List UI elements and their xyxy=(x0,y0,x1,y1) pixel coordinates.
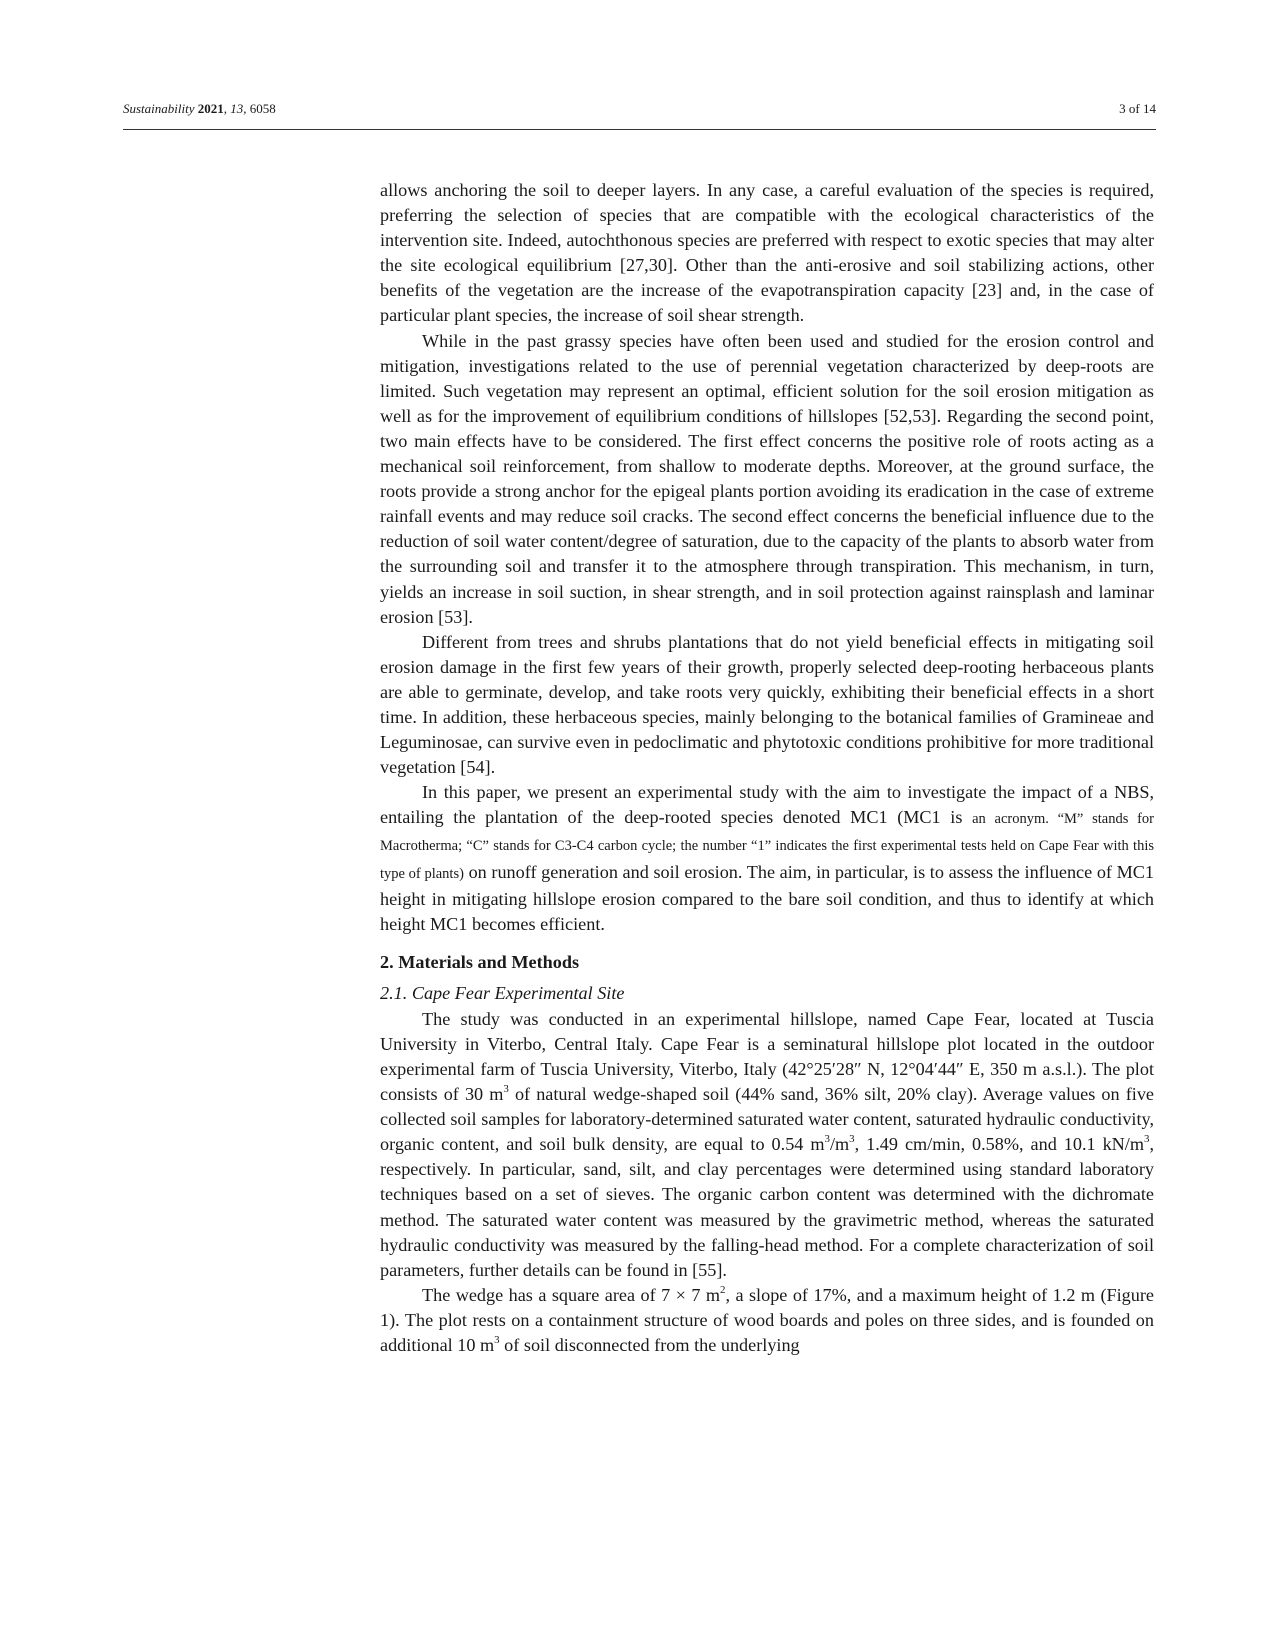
paragraph-text: of natural wedge-shaped soil (44% sand, 36% silt, 20% clay). Average values on five collected soil samples for laboratory-determined saturated water content, saturated hydraulic conductivity, organic content, and soil bulk density, are equal to 0.54 m xyxy=(380,1084,1154,1155)
paragraph-text: on runoff generation and soil erosion. The aim, in particular, is to assess the influence of MC1 height in mitigating hillslope erosion compared to the bare soil condition, and thus to identify at which height MC1 becomes efficient. xyxy=(380,861,1154,934)
section-heading: 2. Materials and Methods xyxy=(380,951,580,972)
superscript: 3 xyxy=(494,1333,500,1346)
superscript: 3 xyxy=(1144,1133,1150,1146)
paragraph-text: , respectively. In particular, sand, silt, and clay percentages were determined using standard laboratory techniques based on a set of sieves. The organic carbon content was determined with the dichromate method. The saturated water content was measured by the gravimetric method, whereas the saturated hydraulic conductivity was measured by the falling-head method. For a complete characterization of soil parameters, further details can be found in [55]. xyxy=(380,1134,1154,1280)
running-header xyxy=(123,98,1156,130)
paragraph-text: , 1.49 cm/min, 0.58%, and 10.1 kN/m xyxy=(854,1134,1144,1155)
paragraph: While in the past grassy species have often been used and studied for the erosion control and mitigation, investigations related to the use of perennial vegetation characterized by deep-roots are limited. Such vegetation may represent an optimal, efficient solution for the soil erosion mitigation as well as for the improvement of equilibrium conditions of hillslopes [52,53]. Regarding the second point, two main effects have to be considered. The first effect concerns the positive role of roots acting as a mechanical soil reinforcement, from shallow to moderate depths. Moreover, at the ground surface, the roots provide a strong anchor for the epigeal plants portion avoiding its eradication in the case of extreme rainfall events and may reduce soil cracks. The second effect concerns the beneficial influence due to the reduction of soil water content/degree of saturation, due to the capacity of the plants to absorb water from the surrounding soil and transfer it to the atmosphere through transpiration. This mechanism, in turn, yields an increase in soil suction, in shear strength, and in soil protection against rainsplash and laminar erosion [53]. xyxy=(380,330,1154,627)
article-number: 6058 xyxy=(249,101,276,116)
subsection-heading: 2.1. Cape Fear Experimental Site xyxy=(380,982,625,1003)
journal-year: 2021 xyxy=(197,101,224,116)
article-body xyxy=(380,178,1154,1358)
superscript: 2 xyxy=(720,1283,726,1296)
superscript: 3 xyxy=(849,1133,855,1146)
paragraph: Different from trees and shrubs plantations that do not yield beneficial effects in mitigating soil erosion damage in the first few years of their growth, properly selected deep-rooting herbaceous plants are able to germinate, develop, and take roots very quickly, exhibiting their beneficial effects in a short time. In addition, these herbaceous species, mainly belonging to the botanical families of Gramineae and Leguminosae, can survive even in pedoclimatic and phytotoxic conditions prohibitive for more traditional vegetation [54]. xyxy=(380,631,1154,778)
journal-name: Sustainability xyxy=(123,101,195,116)
paragraph-text: In this paper, we present an experimental study with the aim to investigate the impact of a NBS, entailing the plantation of the deep-rooted species denoted MC1 (MC1 is xyxy=(380,782,1154,828)
paragraph-text: , a slope of 17%, and a maximum height of 1.2 m (Figure 1). The plot rests on a containment structure of wood boards and poles on three sides, and is founded on additional 10 m xyxy=(380,1284,1154,1356)
journal-volume: 13 xyxy=(230,101,244,116)
paragraph-text: The study was conducted in an experimental hillslope, named Cape Fear, located at Tuscia University in Viterbo, Central Italy. Cape Fear is a seminatural hillslope plot located in the outdoor experimental farm of Tuscia University, Viterbo, Italy (42°25′28″ N, 12°04′44″ E, 350 m a.s.l.). The plot consists of 30 m xyxy=(380,1008,1154,1105)
superscript: 3 xyxy=(503,1082,509,1095)
paragraph xyxy=(380,1007,1154,1283)
superscript: 3 xyxy=(824,1133,830,1146)
paragraph xyxy=(380,780,1154,937)
paragraph-text: of soil disconnected from the underlying xyxy=(499,1335,800,1356)
paragraph-text: /m xyxy=(829,1134,850,1155)
paragraph: allows anchoring the soil to deeper layers. In any case, a careful evaluation of the species is required, preferring the selection of species that are compatible with the ecological characteristics of the intervention site. Indeed, autochthonous species are preferred with respect to exotic species that may alter the site ecological equilibrium [27,30]. Other than the anti-erosive and soil stabilizing actions, other benefits of the vegetation are the increase of the evapotranspiration capacity [23] and, in the case of particular plant species, the increase of soil shear strength. xyxy=(380,180,1154,326)
journal-citation: Sustainability 2021, 13, 6058 xyxy=(123,101,276,116)
page-number: 3 of 14 xyxy=(1119,101,1156,116)
paragraph-text: The wedge has a square area of 7 × 7 m xyxy=(422,1284,721,1305)
paragraph xyxy=(380,1283,1154,1358)
footnote-inline-text: an acronym. “M” stands for Macrotherma; “C” stands for C3-C4 carbon cycle; the number “1” indicates the first experimental tests held on Cape Fear with this type of plants) xyxy=(380,811,1154,882)
